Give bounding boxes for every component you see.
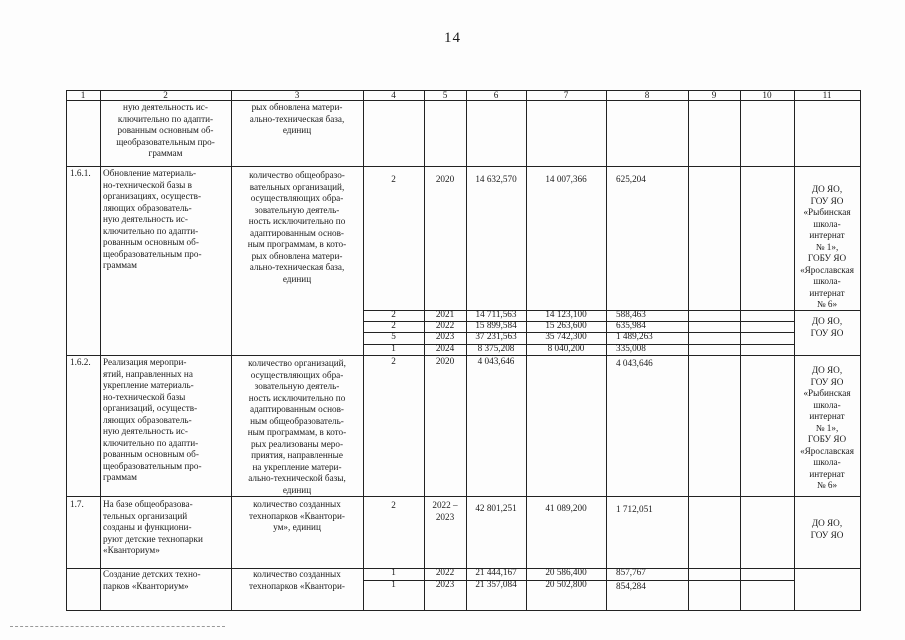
- row-161-count: 1: [391, 343, 396, 353]
- row-161-count: 2: [391, 320, 396, 330]
- column-number-4: 4: [391, 90, 396, 100]
- row-sub-regional: 20 586,400: [545, 567, 587, 577]
- row-161-other: 625,204: [616, 174, 646, 184]
- row-161-indicator: количество общеобразо- вательных организаций, осуществляющих обра- зовательную деятель- ность исключительно по адаптированным основ- ным программам, в кото- рых обновлена матери- ально-техническая база, единиц: [247, 170, 347, 284]
- row-161-number: 1.6.1.: [70, 168, 91, 178]
- row-161-year: 2020: [435, 174, 455, 184]
- column-number-11: 11: [822, 90, 832, 100]
- table-rule: [740, 90, 741, 610]
- column-number-7: 7: [563, 90, 569, 100]
- table-rule: [606, 90, 607, 610]
- row-161-regional: 35 742,300: [545, 331, 587, 341]
- row-161-total: 8 375,208: [477, 343, 515, 353]
- row-161-count: 2: [391, 174, 396, 184]
- row-161-executor: ДО ЯО, ГОУ ЯО «Рыбинская школа- интернат № 1», ГОБУ ЯО «Ярославская школа- интернат № 6»: [800, 184, 854, 309]
- row-162-other: 4 043,646: [616, 358, 653, 368]
- program-table: [66, 90, 905, 610]
- row-161-regional: 8 040,200: [547, 343, 585, 353]
- row-161-other: 335,008: [616, 343, 646, 353]
- row-sub-total: 21 444,167: [475, 567, 517, 577]
- row-161-total: 14 711,563: [475, 309, 517, 319]
- column-number-10: 10: [762, 90, 772, 100]
- column-number-2: 2: [163, 90, 168, 100]
- row-161-executor-2: ДО ЯО, ГОУ ЯО: [810, 316, 844, 338]
- table-rule: [66, 90, 67, 610]
- row-161-year: 2021: [435, 309, 455, 319]
- row-161-total: 37 231,563: [475, 331, 517, 341]
- row-17-year: 2022 – 2023: [432, 500, 458, 522]
- row-161-regional: 14 123,100: [545, 309, 587, 319]
- table-rule: [688, 90, 689, 610]
- table-rule: [100, 90, 101, 610]
- row-sub-count: 1: [391, 579, 396, 589]
- row-161-other: 1 489,263: [616, 331, 653, 341]
- row-161-regional: 14 007,366: [545, 174, 587, 184]
- row-162-count: 2: [391, 356, 396, 366]
- row-162-year: 2020: [435, 356, 455, 366]
- row-162-indicator: количество организаций, осуществляющих обра- зовательную деятель- ность исключительно по адаптированным основ- ным общеобразователь- ным программам, в кото- рых реализованы меро- приятия, направленные на укрепление матери- ально-технической базы, единиц: [247, 358, 347, 495]
- row-17-count: 2: [391, 500, 396, 510]
- row-sub-indicator: количество созданных технопарков «Квантори-: [249, 569, 345, 591]
- table-rule: [860, 90, 861, 610]
- table-rule: [66, 496, 861, 497]
- row-161-total: 15 899,584: [475, 320, 517, 330]
- table-rule: [794, 90, 795, 610]
- row-162-name: Реализация меропри- ятий, направленных на укрепление материаль- но-технической базы организаций, осуществ- ляющих образователь- ную деятельность ис- ключительно по адапти- рованным основным об- щеобразовательным про- граммам: [103, 357, 202, 482]
- table-rule: [66, 610, 861, 611]
- row-17-regional: 41 089,200: [545, 503, 587, 513]
- row-161-other: 588,463: [616, 309, 646, 319]
- row-17-number: 1.7.: [70, 499, 84, 509]
- row-162-total: 4 043,646: [477, 356, 515, 366]
- row-161-count: 2: [391, 309, 396, 319]
- cont-col3: рых обновлена матери- ально-техническая база, единиц: [249, 102, 345, 135]
- cont-col2: ную деятельность ис- ключительно по адапти- рованным основным об- щеобразовательным про- граммам: [116, 102, 215, 158]
- row-sub-year: 2022: [435, 567, 455, 577]
- row-sub-name: Создание детских техно- парков «Кванториум»: [103, 569, 201, 591]
- table-rule: [231, 90, 232, 610]
- column-number-9: 9: [711, 90, 717, 100]
- row-17-executor: ДО ЯО, ГОУ ЯО: [810, 518, 844, 540]
- column-number-6: 6: [493, 90, 499, 100]
- row-161-year: 2022: [435, 320, 455, 330]
- table-rule: [66, 166, 861, 167]
- row-161-name: Обновление материаль- но-технической базы в организациях, осуществ- ляющих образователь- ную деятельность ис- ключительно по адапти- рованным основным об- щеобразовательным про- граммам: [103, 168, 202, 270]
- row-162-number: 1.6.2.: [70, 357, 91, 367]
- row-17-indicator: количество созданных технопарков «Квантори- ум», единиц: [249, 499, 345, 532]
- row-161-year: 2024: [435, 343, 455, 353]
- row-161-total: 14 632,570: [475, 174, 517, 184]
- row-sub-year: 2023: [435, 579, 455, 589]
- row-161-regional: 15 263,600: [545, 320, 587, 330]
- row-sub-other: 857,767: [616, 567, 646, 577]
- column-number-5: 5: [442, 90, 448, 100]
- row-sub-regional: 20 502,800: [545, 579, 587, 589]
- row-161-count: 5: [391, 331, 396, 341]
- footer-rule: [10, 626, 225, 628]
- row-17-other: 1 712,051: [616, 504, 653, 514]
- row-17-total: 42 801,251: [475, 503, 517, 513]
- table-rule: [66, 100, 861, 101]
- page-number: 14: [444, 30, 461, 46]
- row-162-executor: ДО ЯО, ГОУ ЯО «Рыбинская школа- интернат № 1», ГОБУ ЯО «Ярославская школа- интернат № 6»: [800, 365, 854, 490]
- row-161-year: 2023: [435, 331, 455, 341]
- column-number-8: 8: [644, 90, 650, 100]
- column-number-3: 3: [294, 90, 300, 100]
- row-17-name: На базе общеобразова- тельных организаций созданы и функциони- руют детские технопарки «Кванториум»: [103, 499, 203, 555]
- column-number-1: 1: [80, 90, 86, 100]
- row-sub-count: 1: [391, 567, 396, 577]
- row-161-other: 635,984: [616, 320, 646, 330]
- row-sub-other: 854,284: [616, 581, 646, 591]
- row-sub-total: 21 357,084: [475, 579, 517, 589]
